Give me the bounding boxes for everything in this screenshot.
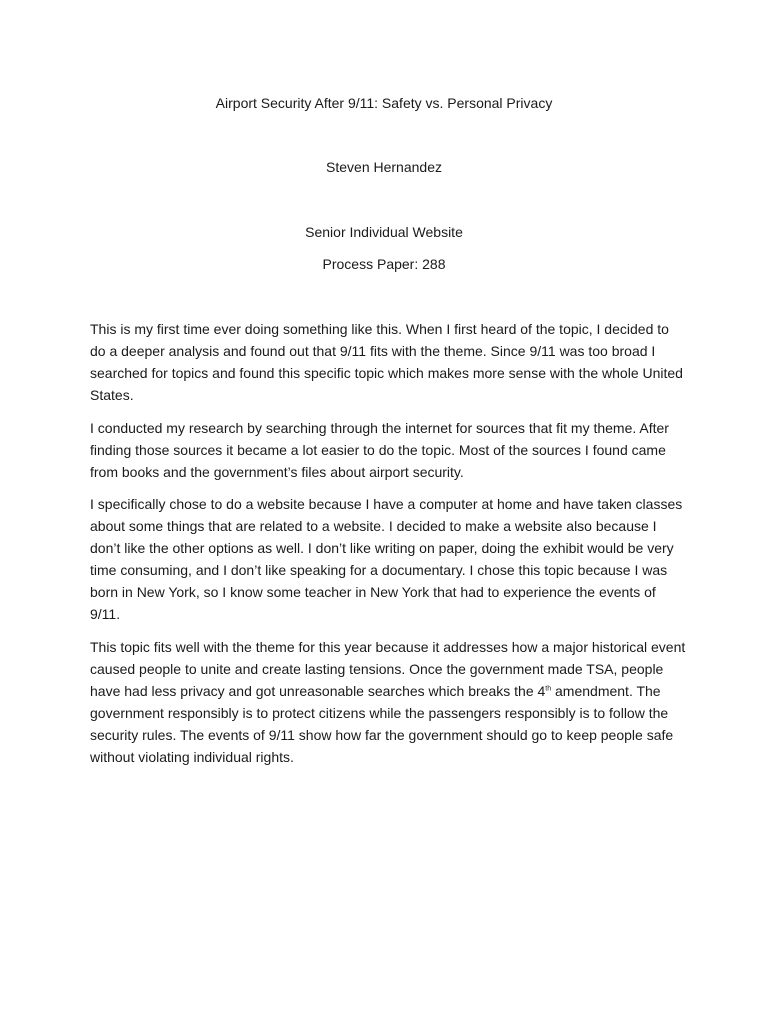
paragraph-4	[90, 636, 686, 768]
author-name: Steven Hernandez	[326, 159, 442, 175]
paragraph-1: This is my first time ever doing something like this. When I first heard of the topic, I decided to do a deeper analysis and found out that 9/11 fits with the theme. Since 9/11 was too broad I searched for topics and found this specific topic which makes more sense with the whole United States.	[90, 321, 683, 403]
process-paper-word-count: Process Paper: 288	[322, 256, 446, 272]
paragraph-4-part-2: amendment. The government responsibly is to protect citizens while the passengers responsibly is to follow the security rules. The events of 9/11 show how far the government should go to keep people safe without violating individual rights.	[90, 682, 674, 765]
paragraph-3: I specifically chose to do a website because I have a computer at home and have taken classes about some things that are related to a website. I decided to make a website also because I don’t like the other options as well. I don’t like writing on paper, doing the exhibit would be very time consuming, and I don’t like speaking for a documentary. I chose this topic because I was born in New York, so I know some teacher in New York that had to experience the events of 9/11.	[90, 496, 683, 622]
paragraph-4-part-1: This topic fits well with the theme for this year because it addresses how a major historical event caused people to unite and create lasting tensions. Once the government made TSA, people have had less privacy and got unreasonable searches which breaks the 4	[90, 638, 686, 699]
document-title: Airport Security After 9/11: Safety vs. Personal Privacy	[215, 95, 553, 111]
project-category: Senior Individual Website	[305, 224, 463, 240]
paragraph-2: I conducted my research by searching through the internet for sources that fit my theme. After finding those sources it became a lot easier to do the topic. Most of the sources I found came from books and the government’s files about airport security.	[90, 419, 669, 480]
ordinal-superscript: th	[545, 684, 552, 692]
document-body	[90, 318, 686, 778]
